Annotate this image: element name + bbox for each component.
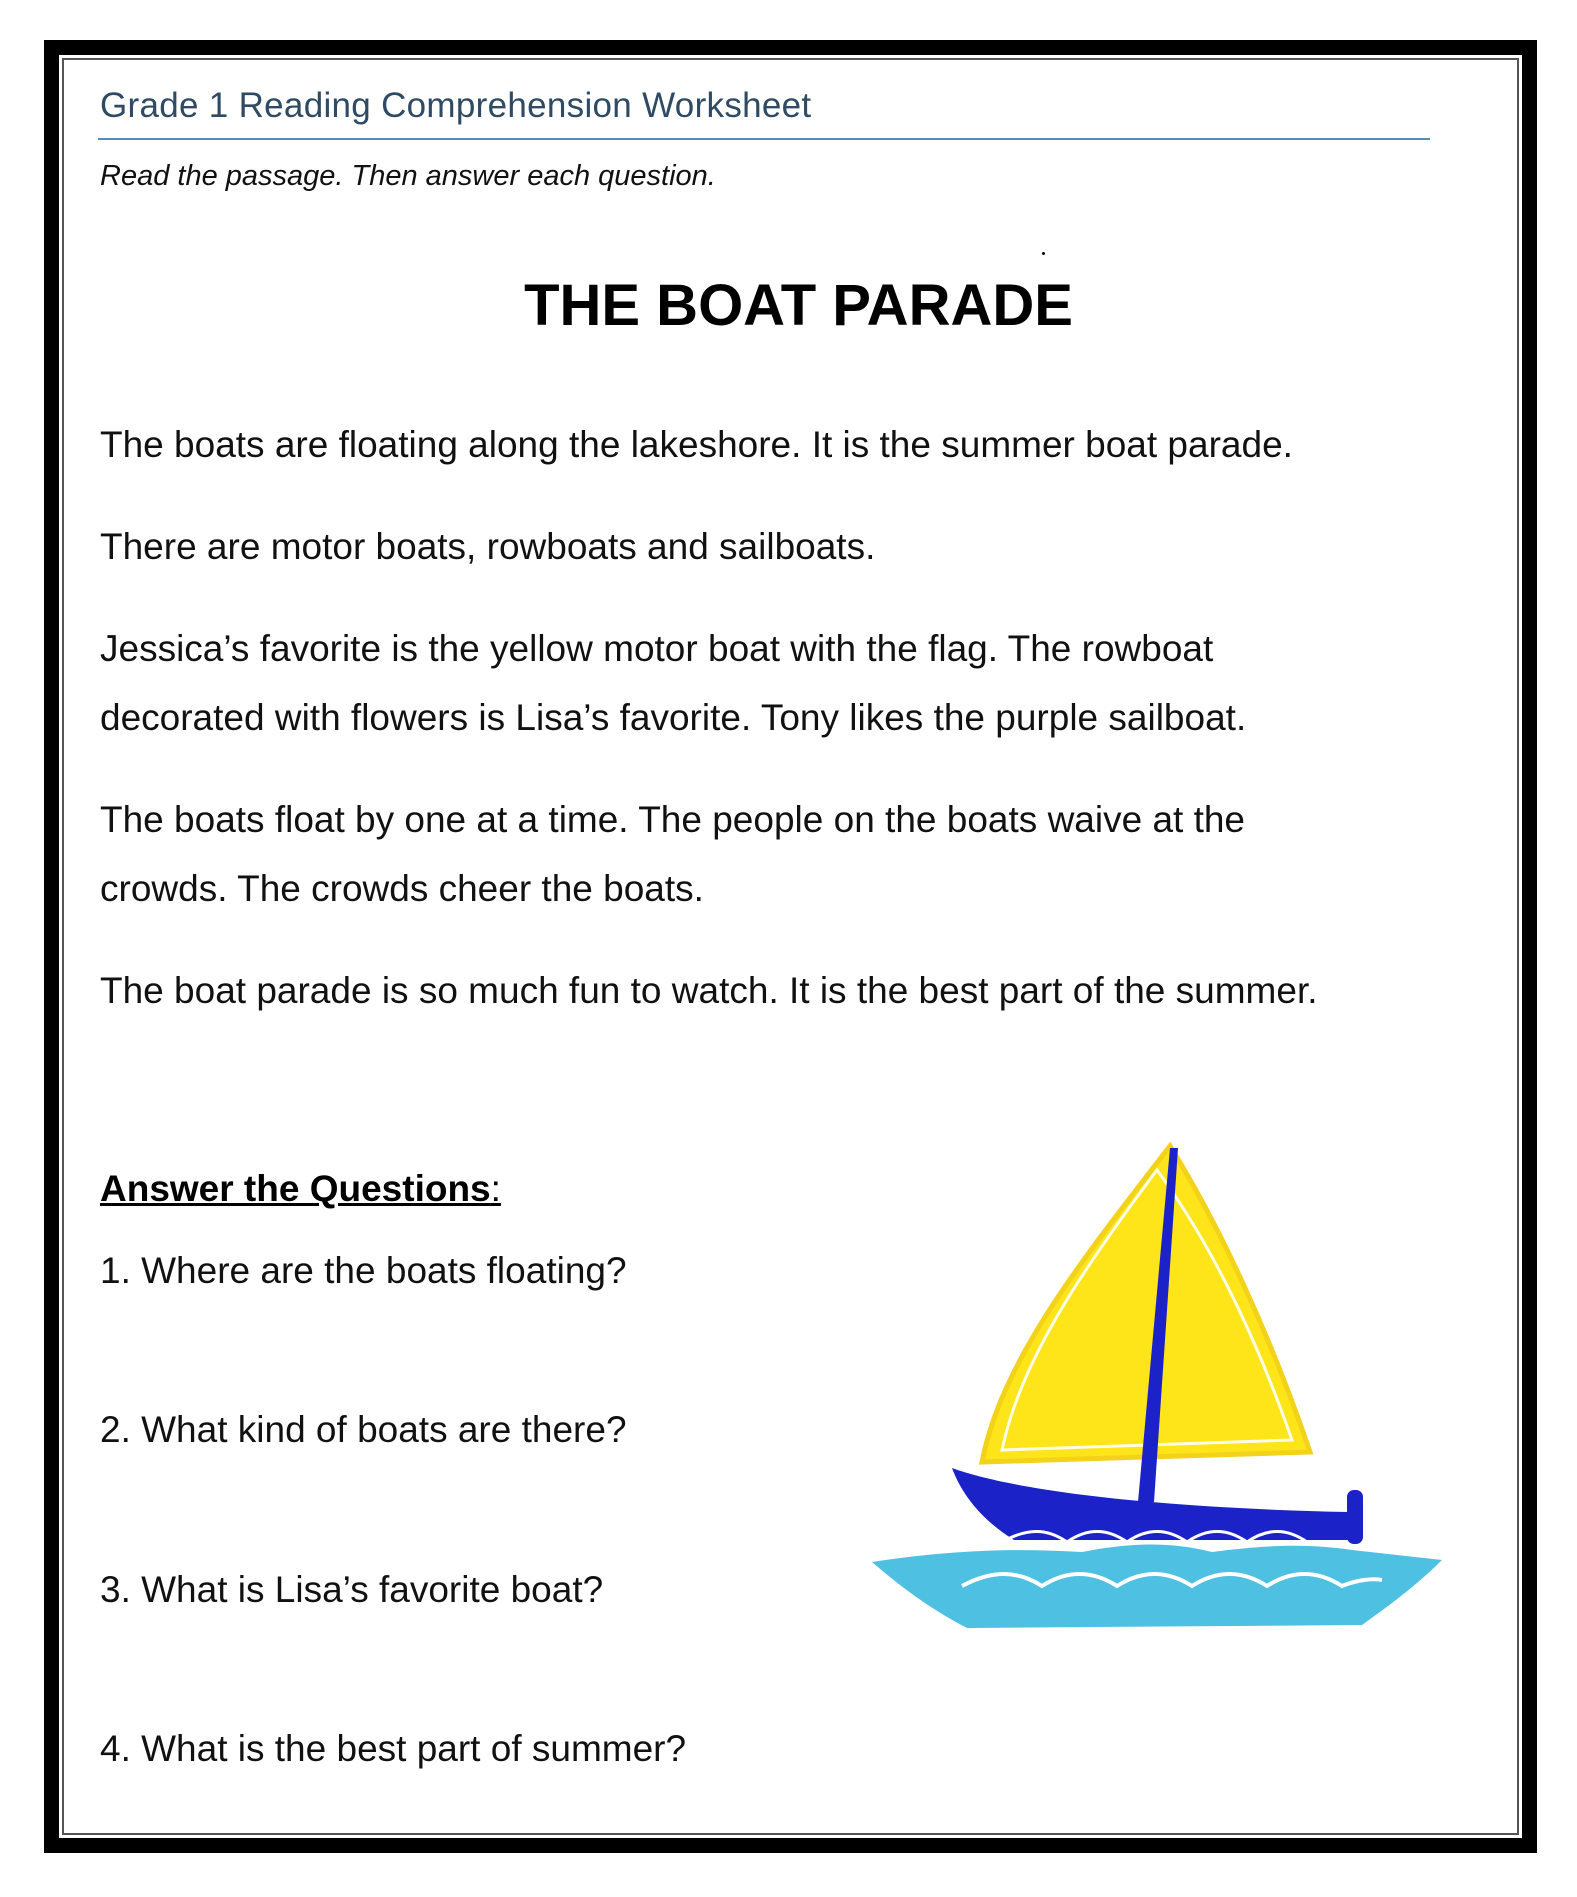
passage-paragraph [100,614,1460,752]
water-waves [872,1545,1442,1629]
sailboat-icon [852,1140,1452,1630]
passage-line: The boat parade is so much fun to watch. It is the best part of the summer. [100,970,1318,1011]
story-title: THE BOAT PARADE [524,273,1073,338]
questions-heading-text: Answer the Questions [100,1168,491,1209]
reading-passage [100,410,1460,1058]
passage-line: The boats float by one at a time. The people on the boats waive at the [100,799,1246,840]
passage-paragraph [100,512,1460,581]
boat-stern-post [1347,1490,1363,1544]
passage-paragraph [100,410,1460,479]
question-2: 2. What kind of boats are there? [100,1409,627,1450]
questions-heading-colon: : [490,1168,501,1209]
passage-line: There are motor boats, rowboats and sailboats. [100,526,876,567]
stray-dot [1042,252,1045,255]
passage-line: Jessica’s favorite is the yellow motor boat with the flag. The rowboat [100,628,1214,669]
passage-line: The boats are floating along the lakeshore. It is the summer boat parade. [100,424,1293,465]
passage-line: decorated with flowers is Lisa’s favorite. Tony likes the purple sailboat. [100,697,1247,738]
passage-paragraph [100,785,1460,923]
header-divider [98,138,1430,140]
question-4: 4. What is the best part of summer? [100,1728,687,1769]
question-3: 3. What is Lisa’s favorite boat? [100,1569,604,1610]
passage-line: crowds. The crowds cheer the boats. [100,868,704,909]
worksheet-header-title: Grade 1 Reading Comprehension Worksheet [100,86,812,125]
worksheet-instructions: Read the passage. Then answer each question. [100,160,716,192]
question-1: 1. Where are the boats floating? [100,1250,627,1291]
passage-paragraph [100,956,1460,1025]
questions-heading [100,1168,501,1210]
